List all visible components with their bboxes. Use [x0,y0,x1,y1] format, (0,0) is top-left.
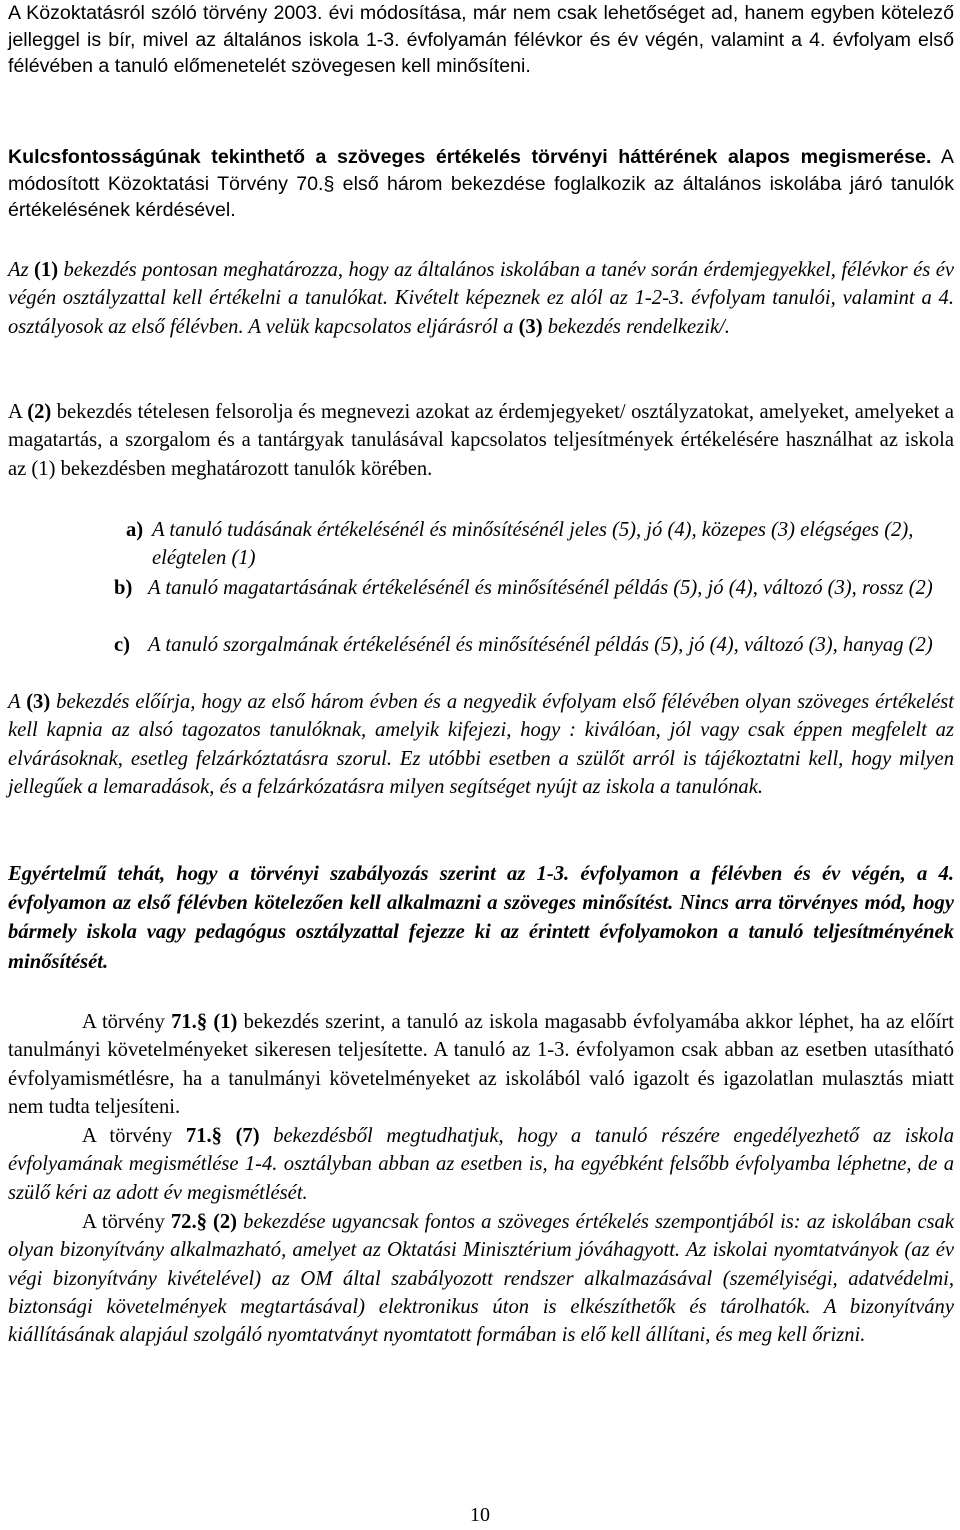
section-2-paragraph: A (2) bekezdés tételesen felsorolja és megnevezi azokat az érdemjegyeket/ osztályzatokat, amelyeket, amelyeket a magatartás, a szorgalom és a tantárgyak tanulásával kapcsolatos teljesítmények értékelésére használhat az iskola az (1) bekezdésben meghatározott tanulók körében. [8,401,954,480]
list-item: b) A tanuló magatartásának értékelésénél és minősítésénél példás (5), jó (4), változó (3), rossz (2) [148,574,948,602]
intro-paragraph: A Közoktatásról szóló törvény 2003. évi módosítása, már nem csak lehetőséget ad, hanem egyben kötelező jelleggel is bír, mivel az általános iskola 1-3. évfolyamán félévkor és év végén, valamint a 4. évfolyam első félévében a tanuló előmenetelét szövegesen kell minősíteni. [8,2,954,77]
page-number: 10 [470,1504,490,1526]
law-71-1-paragraph: A törvény 71.§ (1) bekezdés szerint, a tanuló az iskola magasabb évfolyamába akkor léphet, ha az előírt tanulmányi követelményeket sikeresen teljesítette. A tanuló az 1-3. évfolyamon csak abban az esetben utasítható évfolyamismétlésre, ha a tanulmányi követelményeket az iskolából való igazolt és igazolatlan mulasztás miatt nem tudta teljesíteni. [8,1011,954,1118]
list-item: a) A tanuló tudásának értékelésénél és minősítésénél jeles (5), jó (4), közepes (3) elégséges (2), elégtelen (1) [152,516,948,573]
key-importance-bold-text: Kulcsfontosságúnak tekinthető a szöveges értékelés törvényi háttérének alapos megismerése. [8,146,932,168]
list-item-marker: a) [126,519,144,541]
conclusion-paragraph: Egyértelmű tehát, hogy a törvényi szabályozás szerint az 1-3. évfolyamon a félévben és év végén, a 4. évfolyamon az első félévben kötelezően kell alkalmazni a szöveges minősítést. Nincs arra törvényes mód, hogy bármely iskola vagy pedagógus osztályzattal fejezze ki az érintett évfolyamokon a tanuló teljesítményének minősítését. [8,863,954,973]
list-item-marker: b) [114,577,133,599]
law-72-2-paragraph: A törvény 72.§ (2) bekezdése ugyancsak fontos a szöveges értékelés szempontjából is: az iskolában csak olyan bizonyítvány alkalmazható, amelyet az Oktatási Minisztérium jóváhagyott. Az iskolai nyomtatványok (az év végi bizonyítvány kivételével) az OM által szabályozott rendszer alkalmazásával (személyiségi, adatvédelmi, biztonsági követelmények megtartásával) elektronikus úton is elkészíthetők és tárolhatók. A bizonyítvány kiállításának alapjául szolgáló nyomtatványt nyomtatott formában is elő kell állítani, és meg kell őrizni. [8,1211,954,1347]
section-1-paragraph: Az (1) bekezdés pontosan meghatározza, hogy az általános iskolában a tanév során érdemjegyekkel, félévkor és év végén osztályzattal kell értékelni a tanulókat. Kivételt képeznek ez alól az 1-2-3. évfolyam tanulói, valamint a 4. osztályosok az első félévben. A velük kapcsolatos eljárásról a (3) bekezdés rendelkezik/. [8,259,954,338]
section-3-paragraph: A (3) bekezdés előírja, hogy az első három évben és a negyedik évfolyam első félévében olyan szöveges értékelést kell kapnia az alsó tagozatos tanulóknak, amelyik kifejezi, hogy : kiválóan, jól vagy csak éppen megfelelt az elvárásoknak, esetleg felzárkóztatásra szorul. Ez utóbbi esetben a szülőt arról is tájékoztatni kell, hogy milyen jellegűek a lemaradások, és a felzárkózatásra milyen segítséget nyújt az iskola a tanulónak. [8,691,955,798]
law-71-7-paragraph: A törvény 71.§ (7) bekezdésből megtudhatjuk, hogy a tanuló részére engedélyezhető az iskola évfolyamának megismétlése 1-4. osztályban abban az esetben is, ha egyébként felsőbb évfolyamba léphetne, de a szülő kéri az adott év megismétlését. [8,1125,954,1204]
list-item-marker: c) [114,634,130,656]
key-importance-paragraph: Kulcsfontosságúnak tekinthető a szöveges értékelés törvényi háttérének alapos megismerése. A módosított Közoktatási Törvény 70.§ első három bekezdése foglalkozik az általános iskolába járó tanulók értékelésének kérdésével. [8,146,954,221]
list-item: c) A tanuló szorgalmának értékelésénél és minősítésénél példás (5), jó (4), változó (3), hanyag (2) [148,631,948,659]
